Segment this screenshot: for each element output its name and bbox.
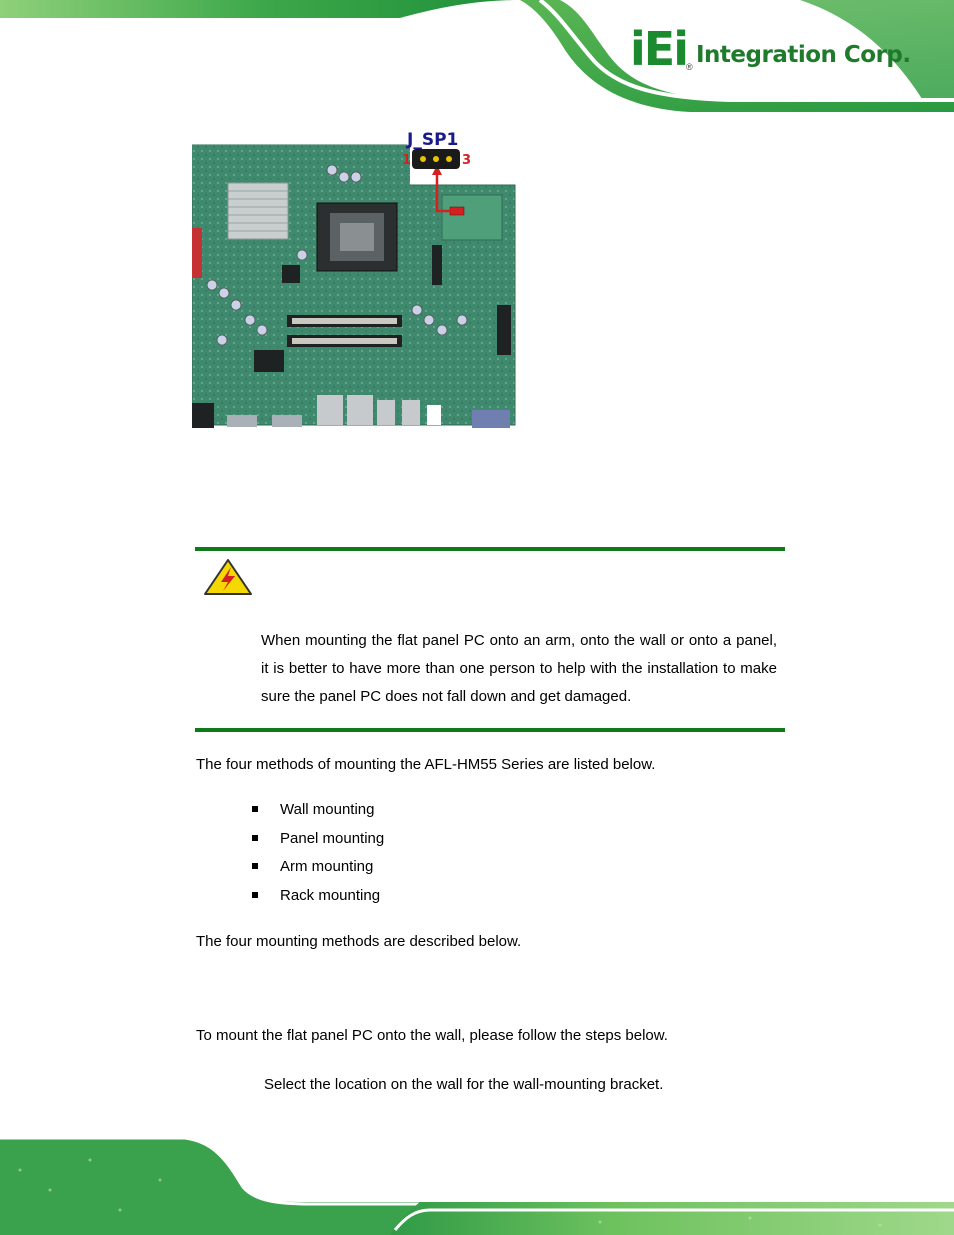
bullet-icon <box>252 863 258 869</box>
jumper-label: J_SP1 <box>407 130 459 150</box>
step-1-text: Select the location on the wall for the wall-mounting bracket. <box>264 1076 664 1093</box>
jumper-pin-3: 3 <box>462 153 472 168</box>
mounting-intro: The four methods of mounting the AFL-HM55 Series are listed below. <box>196 756 656 773</box>
warning-top-rule <box>195 547 785 551</box>
motherboard-figure <box>192 125 522 430</box>
company-logo <box>630 22 930 78</box>
bullet-icon <box>252 806 258 812</box>
warning-text: When mounting the flat panel PC onto an arm, onto the wall or onto a panel, it is better to have more than one person to help with the installation to make sure the panel PC does not fall down and get damaged. <box>261 632 777 705</box>
wall-mount-intro: To mount the flat panel PC onto the wall, please follow the steps below. <box>196 1027 668 1044</box>
methods-described: The four mounting methods are described below. <box>196 933 522 950</box>
warning-triangle-icon <box>203 558 253 596</box>
logo-mark: iEi <box>630 22 687 76</box>
bullet-icon <box>252 892 258 898</box>
logo-company-name: Integration Corp. <box>696 42 911 68</box>
bullet-icon <box>252 835 258 841</box>
jumper-pin-1: 1 <box>402 153 412 168</box>
warning-bottom-rule <box>195 728 785 732</box>
footer-banner <box>0 1130 954 1235</box>
logo-registered: ® <box>686 62 693 72</box>
